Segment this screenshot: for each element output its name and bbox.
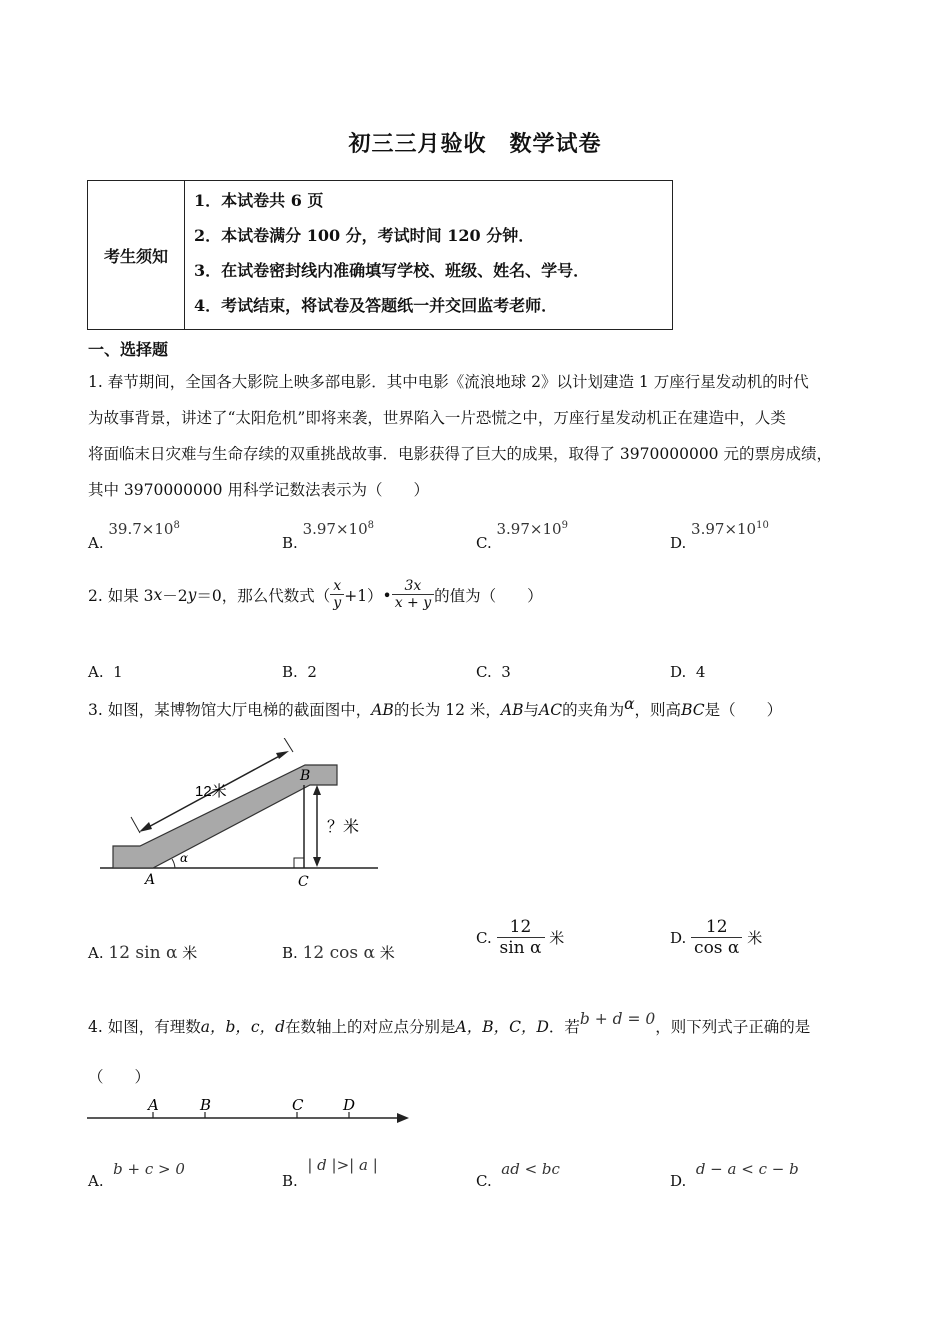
q2-option-c[interactable] xyxy=(476,663,511,681)
page-title: 初三三月验收 数学试卷 xyxy=(348,131,602,157)
option-label: A. xyxy=(88,534,104,552)
q3-option-c[interactable] xyxy=(476,917,564,958)
q1-option-c[interactable] xyxy=(476,520,568,552)
angle-label: α xyxy=(180,851,189,865)
axis-point-c: C xyxy=(292,1096,304,1114)
escalator-diagram xyxy=(95,738,395,898)
notice-item: 2．本试卷满分 100 分，考试时间 120 分钟． xyxy=(194,226,535,245)
axis-point-d: D xyxy=(343,1096,356,1114)
point-c-label: C xyxy=(298,874,309,890)
option-label: A. xyxy=(88,1172,104,1190)
option-label: A. xyxy=(88,943,104,962)
q4-option-a[interactable] xyxy=(88,1160,185,1190)
q1-line: 1. 春节期间，全国各大影院上映多部电影．其中电影《流浪地球 2》以计划建造 1 万座行星发动机的时代 xyxy=(88,373,809,391)
q4-option-b[interactable] xyxy=(282,1156,378,1190)
option-label: C. xyxy=(476,534,492,552)
point-a-label: A xyxy=(145,872,156,888)
q2-text: ＝0，那么代数式（ xyxy=(196,586,331,605)
option-label: D. xyxy=(670,534,687,552)
option-label: D. xyxy=(670,1172,687,1190)
option-fraction: $\frac{12}{\text{cos α}}$ xyxy=(691,917,742,958)
q3-option-b[interactable] xyxy=(282,942,395,963)
option-fraction: $\frac{12}{\text{sin α}}$ xyxy=(497,917,545,958)
option-unit: 米 xyxy=(379,944,395,962)
q1-option-a[interactable] xyxy=(88,520,180,552)
option-label: D. xyxy=(670,663,687,681)
option-value: 2 xyxy=(307,663,317,681)
option-value: 3 xyxy=(501,663,511,681)
option-expr: b + c > 0 xyxy=(113,1160,185,1178)
option-label: C. xyxy=(476,1172,492,1190)
option-expr: ad < bc xyxy=(501,1160,560,1178)
q2-fraction: $\frac{x}{y}$ xyxy=(330,578,344,611)
q2-text: 的值为（ ） xyxy=(434,586,543,605)
question-4: 4. 如图，有理数a，b，c，d在数轴上的对应点分别是A，B，C，D．若b + d = 0，则下列式子正确的是 xyxy=(88,1010,811,1036)
question-1 xyxy=(88,364,858,508)
q2-var: x xyxy=(153,585,163,604)
q1-line: 将面临末日灾难与生命存续的双重挑战故事．电影获得了巨大的成果，取得了 3970000000 元的票房成绩， xyxy=(88,445,832,463)
exam-notice-box xyxy=(87,180,673,330)
option-label: B. xyxy=(282,534,298,552)
option-label: A. xyxy=(88,663,104,681)
q4-option-c[interactable] xyxy=(476,1160,560,1190)
option-value: 1 xyxy=(113,663,123,681)
q2-var: y xyxy=(187,585,197,604)
q2-option-a[interactable] xyxy=(88,663,123,681)
section-heading: 一、选择题 xyxy=(88,340,169,359)
option-expr: $3.97\times 10^8$ xyxy=(302,520,375,538)
notice-items xyxy=(194,189,589,329)
height-label: ？米 xyxy=(327,819,360,836)
option-expr: $3.97\times 10^9$ xyxy=(496,520,568,538)
option-label: D. xyxy=(670,928,687,947)
option-label: B. xyxy=(282,663,298,681)
q2-fraction: $\frac{3x}{x + y}$ xyxy=(392,578,434,611)
question-3: 3. 如图，某博物馆大厅电梯的截面图中，AB的长为 12 米，AB与AC的夹角为α，则高BC是（ ） xyxy=(88,695,783,719)
q3-option-d[interactable] xyxy=(670,917,762,958)
option-label: B. xyxy=(282,943,298,962)
q4-line: （ ） xyxy=(88,1068,151,1086)
notice-item: 1．本试卷共 6 页 xyxy=(194,191,324,210)
option-label: B. xyxy=(282,1172,298,1190)
q2-text: 2. 如果 3 xyxy=(88,586,154,605)
option-expr: $3.97\times 10^{10}$ xyxy=(691,520,769,538)
axis-point-a: A xyxy=(148,1096,159,1114)
question-2 xyxy=(88,578,543,611)
option-label: C. xyxy=(476,928,492,947)
q3-option-a[interactable] xyxy=(88,942,197,963)
q1-option-b[interactable] xyxy=(282,520,375,552)
q2-option-d[interactable] xyxy=(670,663,705,681)
number-line xyxy=(85,1092,415,1132)
length-label: 12米 xyxy=(195,783,227,800)
q1-line: 为故事背景，讲述了“太阳危机”即将来袭，世界陷入一片恐慌之中，万座行星发动机正在建造中，人类 xyxy=(88,409,786,427)
option-expr: 12 sin α xyxy=(108,942,178,963)
q4-option-d[interactable] xyxy=(670,1160,799,1190)
option-expr: d − a < c − b xyxy=(695,1160,799,1178)
option-expr: $39.7\times 10^8$ xyxy=(108,520,180,538)
option-expr: 12 cos α xyxy=(302,942,375,963)
notice-label: 考生须知 xyxy=(88,181,185,329)
option-expr: | d |>| a | xyxy=(307,1156,378,1174)
option-unit: 米 xyxy=(747,929,763,947)
option-label: C. xyxy=(476,663,492,681)
option-unit: 米 xyxy=(549,929,565,947)
point-b-label: B xyxy=(300,768,311,784)
q2-option-b[interactable] xyxy=(282,663,317,681)
q2-text: －2 xyxy=(162,586,188,605)
q2-text: +1）• xyxy=(344,586,392,605)
q1-line: 其中 3970000000 用科学记数法表示为（ ） xyxy=(88,481,429,499)
q1-option-d[interactable] xyxy=(670,520,769,552)
option-unit: 米 xyxy=(182,944,198,962)
option-value: 4 xyxy=(695,663,706,681)
notice-item: 4．考试结束，将试卷及答题纸一并交回监考老师． xyxy=(194,296,558,315)
notice-item: 3．在试卷密封线内准确填写学校、班级、姓名、学号． xyxy=(194,261,590,280)
axis-point-b: B xyxy=(200,1096,212,1114)
